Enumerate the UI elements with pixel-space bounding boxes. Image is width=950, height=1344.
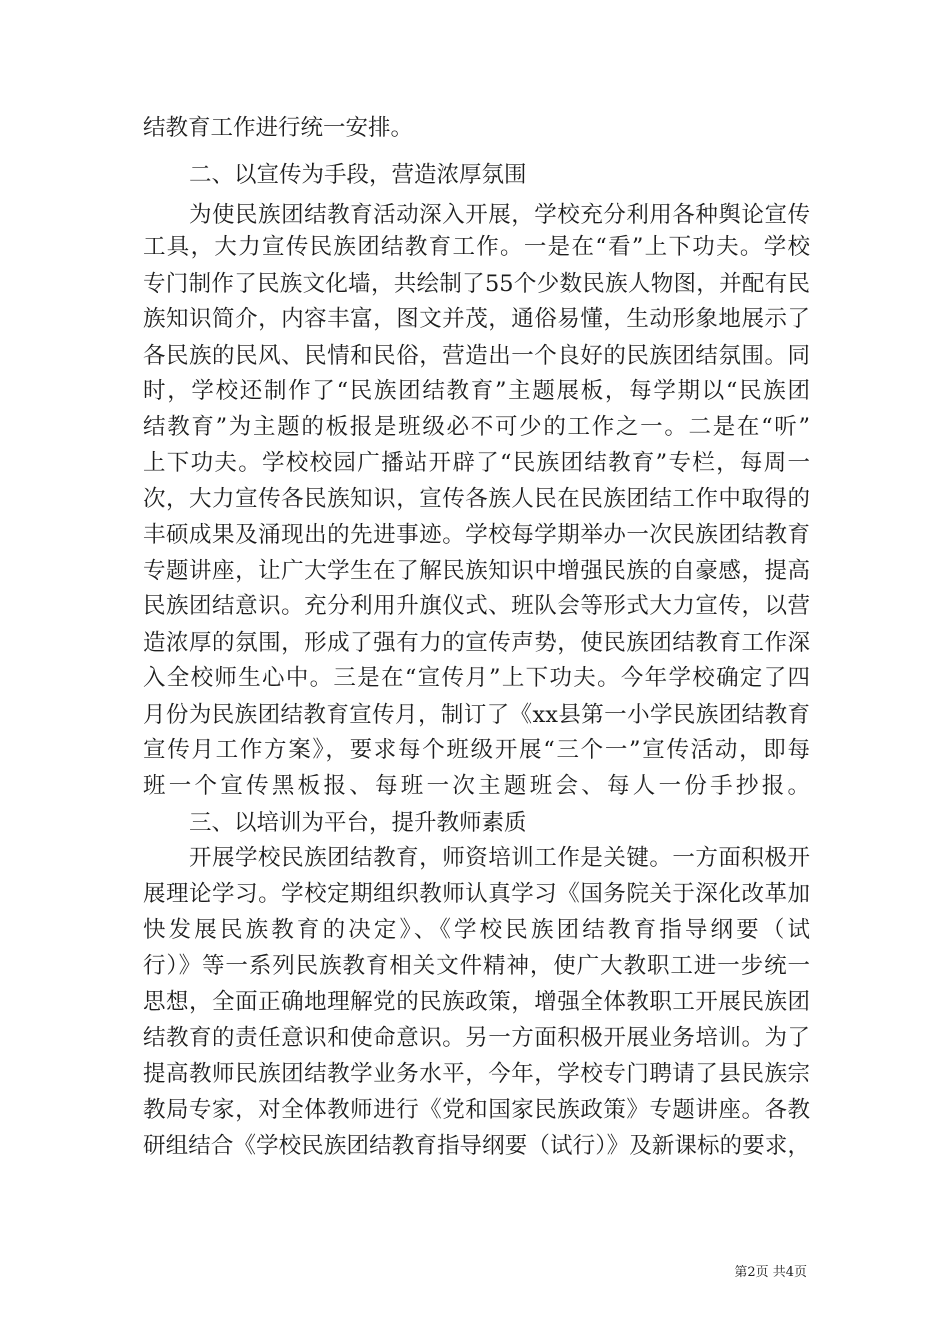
- text-line: 展理论学习。学校定期组织教师认真学习《国务院关于深化改革加: [143, 881, 810, 907]
- section-heading: 二、以宣传为手段，营造浓厚氛围: [189, 162, 527, 188]
- text-line: 民族团结意识。充分利用升旗仪式、班队会等形式大力宣传，以营: [143, 593, 810, 619]
- text-line: 结教育工作进行统一安排。: [143, 115, 414, 141]
- text-line: 结教育”为主题的板报是班级必不可少的工作之一。二是在“听”: [143, 414, 810, 440]
- text-line: 次，大力宣传各民族知识，宣传各族人民在民族团结工作中取得的: [143, 486, 810, 512]
- text-line: 工具，大力宣传民族团结教育工作。一是在“看”上下功夫。学校: [143, 234, 810, 260]
- text-line: 思想，全面正确地理解党的民族政策，增强全体教职工开展民族团: [143, 989, 810, 1015]
- text-line: 造浓厚的氛围，形成了强有力的宣传声势，使民族团结教育工作深: [143, 630, 810, 656]
- text-line: 时，学校还制作了“民族团结教育”主题展板，每学期以“民族团: [143, 378, 810, 404]
- text-line: 行）》等一系列民族教育相关文件精神，使广大教职工进一步统一: [143, 953, 810, 979]
- text-line: 月份为民族团结教育宣传月，制订了《xx县第一小学民族团结教育: [143, 702, 810, 728]
- text-line: 结教育的责任意识和使命意识。另一方面积极开展业务培训。为了: [143, 1025, 810, 1051]
- text-line: 教局专家，对全体教师进行《党和国家民族政策》专题讲座。各教: [143, 1097, 810, 1123]
- text-line: 为使民族团结教育活动深入开展，学校充分利用各种舆论宣传: [189, 202, 810, 228]
- text-line: 快发展民族教育的决定》、《学校民族团结教育指导纲要（试: [143, 917, 810, 943]
- text-line: 开展学校民族团结教育，师资培训工作是关键。一方面积极开: [189, 845, 810, 871]
- text-line: 族知识简介，内容丰富，图文并茂，通俗易懂，生动形象地展示了: [143, 306, 810, 332]
- section-heading: 三、以培训为平台，提升教师素质: [189, 810, 527, 836]
- text-line: 各民族的民风、民情和民俗，营造出一个良好的民族团结氛围。同: [143, 343, 810, 369]
- text-line: 班一个宣传黑板报、每班一次主题班会、每人一份手抄报。: [143, 773, 810, 799]
- text-line: 专题讲座，让广大学生在了解民族知识中增强民族的自豪感，提高: [143, 558, 810, 584]
- text-line: 专门制作了民族文化墙，共绘制了55个少数民族人物图，并配有民: [143, 271, 810, 297]
- text-line: 宣传月工作方案》，要求每个班级开展“三个一”宣传活动，即每: [143, 737, 810, 763]
- text-line: 上下功夫。学校校园广播站开辟了“民族团结教育”专栏，每周一: [143, 450, 810, 476]
- page-number: 第2页 共4页: [734, 1265, 807, 1280]
- text-line: 丰硕成果及涌现出的先进事迹。学校每学期举办一次民族团结教育: [143, 522, 810, 548]
- text-line: 入全校师生心中。三是在“宣传月”上下功夫。今年学校确定了四: [143, 665, 810, 691]
- text-line: 研组结合《学校民族团结教育指导纲要（试行）》及新课标的要求，: [143, 1133, 810, 1159]
- text-line: 提高教师民族团结教学业务水平，今年，学校专门聘请了县民族宗: [143, 1061, 810, 1087]
